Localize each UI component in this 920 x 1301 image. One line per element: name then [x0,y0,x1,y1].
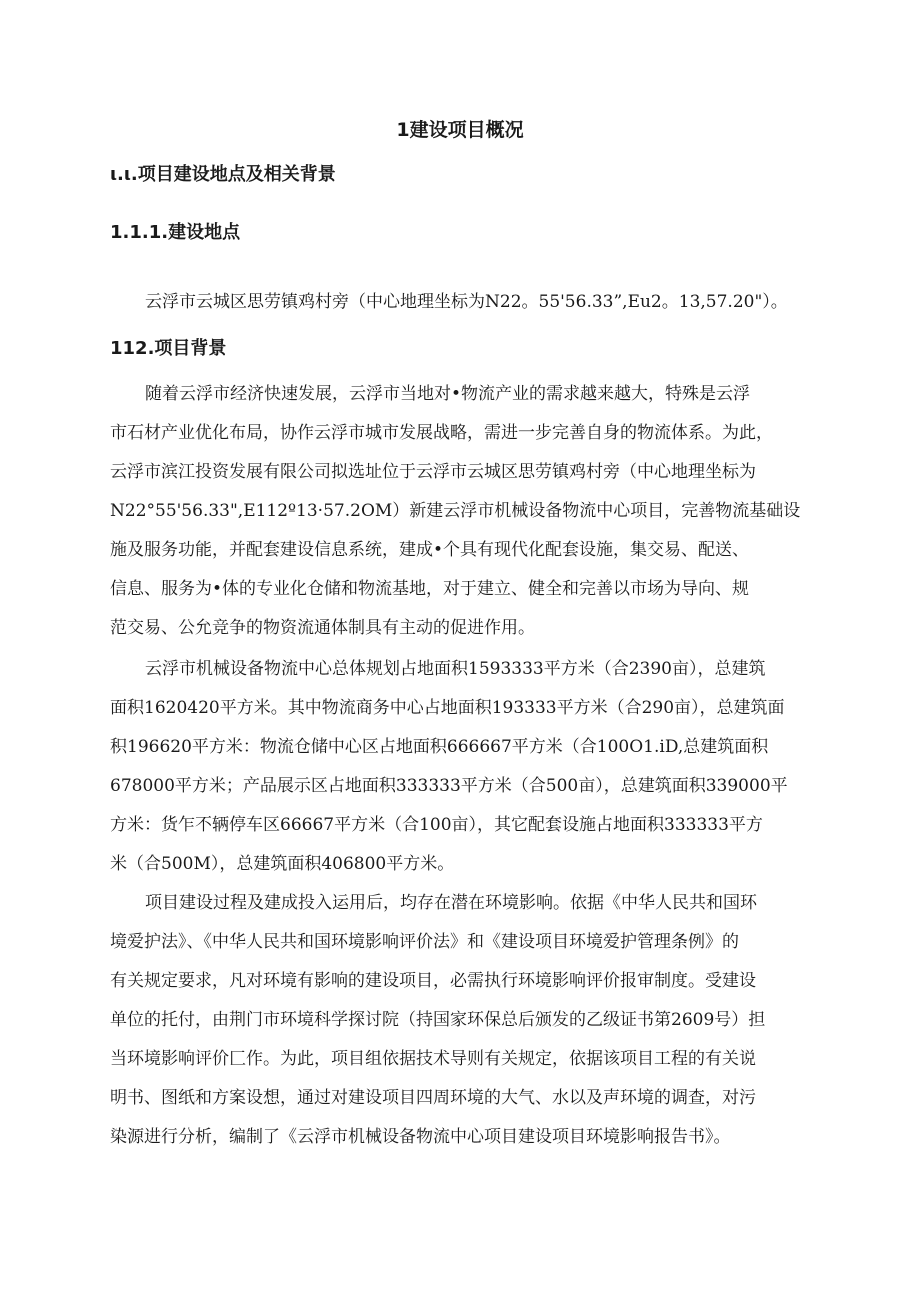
paragraph-line: 单位的托付，由荆门市环境科学探讨院（持国家环保总后颁发的乙级证书第2609号）担 [110,1010,766,1030]
paragraph-line: 积196620平方米：物流仓储中心区占地面积666667平方米（合100O1.iD,总建筑面积 [110,737,769,757]
paragraph-line: 云浮市云城区思劳镇鸡村旁（中心地理坐标为N22。55'56.33”,Eu2。13,57.20"）。 [145,292,788,312]
paragraph-line: 当环境影响评价匚作。为此，项目组依据技术导则有关规定，依据该项目工程的有关说 [110,1049,756,1069]
location-paragraph [110,283,810,322]
paragraph-line: 有关规定要求，凡对环境有影响的建设项目，必需执行环境影响评价报审制度。受建设 [110,971,756,991]
chapter-title: 1建设项目概况 [396,119,524,141]
paragraph-line: N22°55'56.33",E112º13·57.2OM）新建云浮市机械设备物流中心项目，完善物流基础设 [110,501,801,521]
section-heading-1-1-2: 112.项目背景 [110,338,227,359]
paragraph-line: 云浮市滨江投资发展有限公司拟选址位于云浮市云城区思劳镇鸡村旁（中心地理坐标为 [110,462,756,482]
assessment-paragraph [110,884,810,1157]
paragraph-line: 随着云浮市经济快速发展，云浮市当地对•物流产业的需求越来越大，特殊是云浮 [145,384,751,404]
section-heading-1-1: ι.ι.项目建设地点及相关背景 [110,164,336,185]
section-heading-1-1-1: 1.1.1.建设地点 [110,222,241,243]
paragraph-line: 项目建设过程及建成投入运用后，均存在潜在环境影响。依据《中华人民共和国环 [145,893,757,913]
scale-paragraph [110,650,810,884]
background-paragraph [110,375,810,648]
paragraph-line: 面积1620420平方米。其中物流商务中心占地面积193333平方米（合290亩），总建筑面 [110,698,785,718]
paragraph-line: 明书、图纸和方案设想，通过对建设项目四周环境的大气、水以及声环境的调查，对污 [110,1088,756,1108]
paragraph-line: 施及服务功能，并配套建设信息系统，建成•个具有现代化配套设施，集交易、配送、 [110,540,750,560]
paragraph-line: 境爱护法》、《中华人民共和国环境影响评价法》和《建设项目环境爱护管理条例》的 [110,932,739,952]
paragraph-line: 方米：货乍不辆停车区66667平方米（合100亩），其它配套设施占地面积333333平方 [110,815,763,835]
paragraph-line: 范交易、公允竞争的物资流通体制具有主动的促进作用。 [110,618,535,638]
paragraph-line: 市石材产业优化布局，协作云浮市城市发展战略，需进一步完善自身的物流体系。为此， [110,423,773,443]
paragraph-line: 染源进行分析，编制了《云浮市机械设备物流中心项目建设项目环境影响报告书》。 [110,1127,731,1147]
paragraph-line: 米（合500M），总建筑面积406800平方米。 [110,854,455,874]
paragraph-line: 678000平方米；产品展示区占地面积333333平方米（合500亩），总建筑面积339000平 [110,776,788,796]
paragraph-line: 云浮市机械设备物流中心总体规划占地面积1593333平方米（合2390亩），总建筑 [145,659,766,679]
paragraph-line: 信息、服务为•体的专业化仓储和物流基地，对于建立、健全和完善以市场为导向、规 [110,579,750,599]
